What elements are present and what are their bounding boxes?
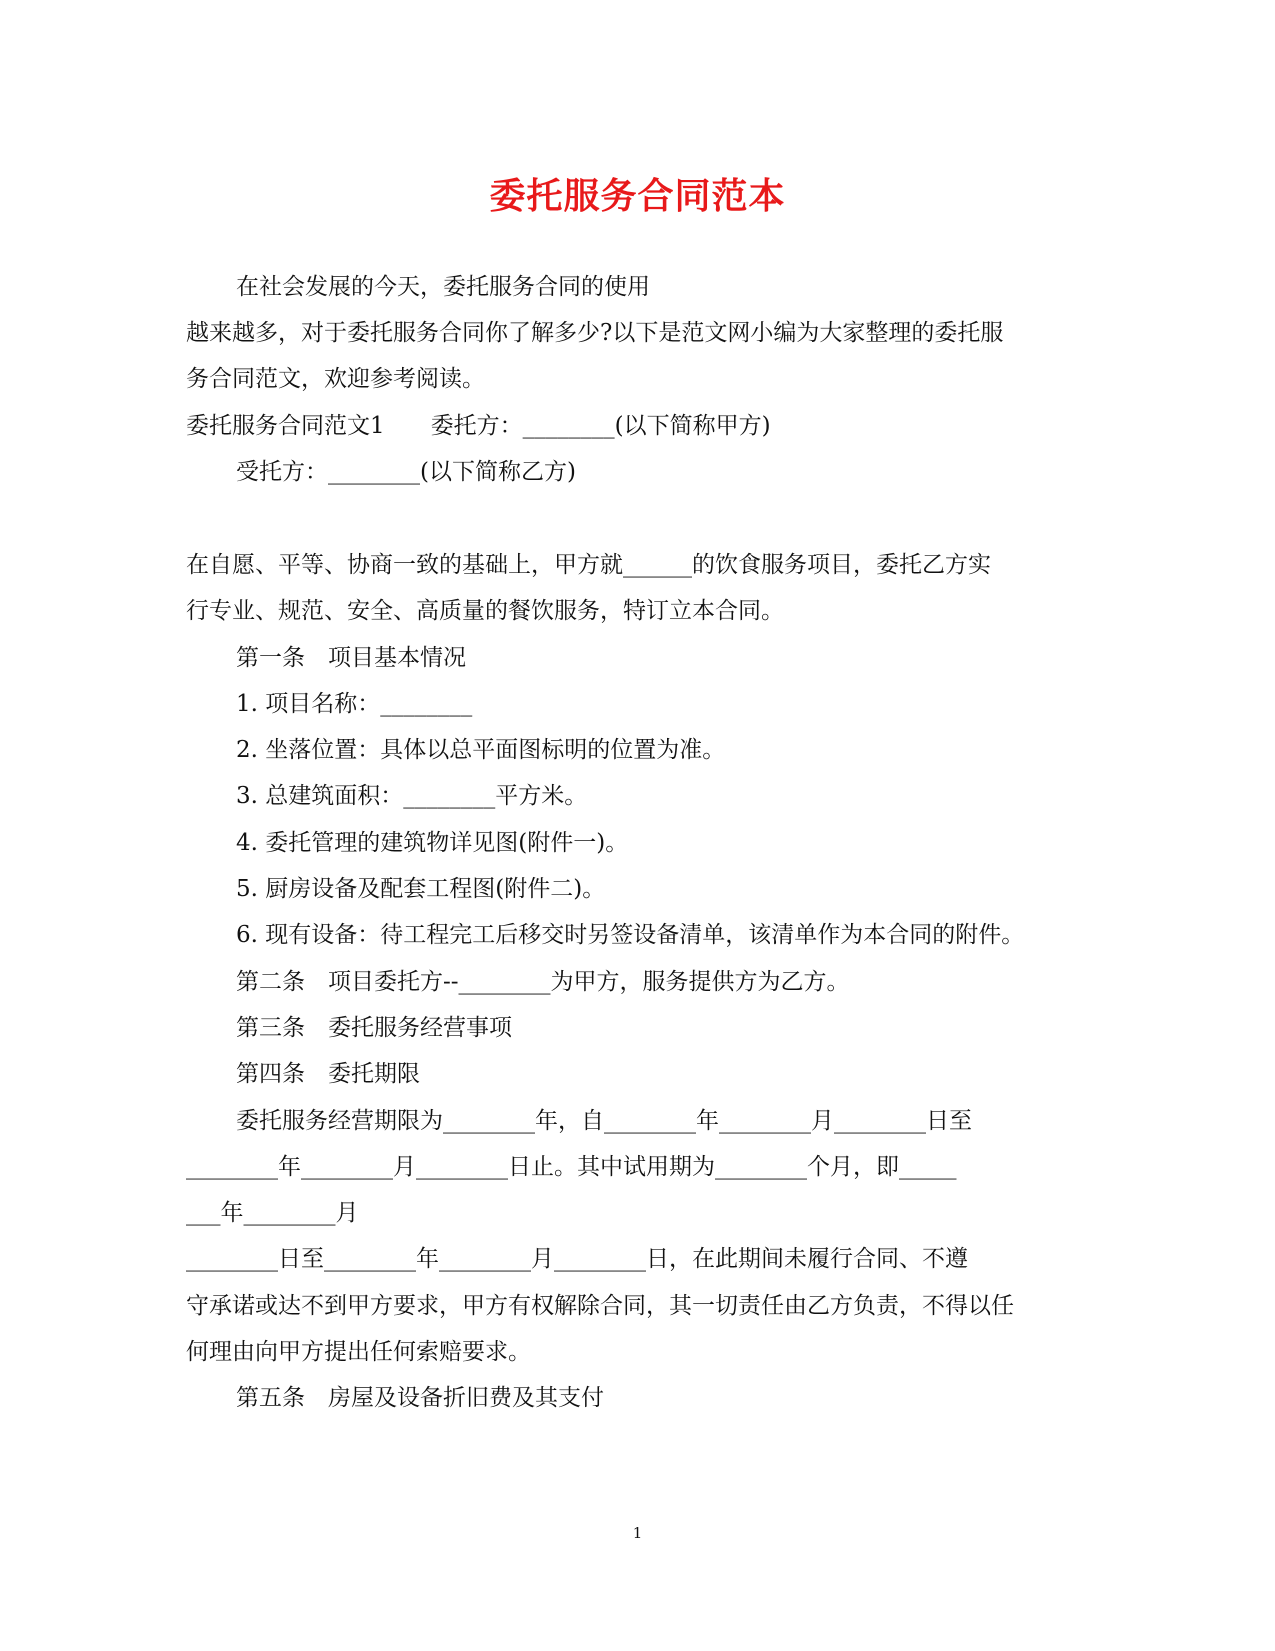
list-item: 2. 坐落位置：具体以总平面图标明的位置为准。 [236,737,726,763]
paragraph-line: ________年________月________日止。其中试用期为________个月，即_____ [186,1154,957,1180]
document-title: 委托服务合同范本 [489,175,786,217]
paragraph-line: 何理由向甲方提出任何索赔要求。 [186,1339,531,1365]
paragraph-line: ___年________月 [186,1200,359,1226]
paragraph-line: 务合同范文，欢迎参考阅读。 [186,366,485,392]
paragraph-line: 守承诺或达不到甲方要求，甲方有权解除合同，其一切责任由乙方负责，不得以任 [186,1293,1014,1319]
paragraph-line: 在自愿、平等、协商一致的基础上，甲方就______的饮食服务项目，委托乙方实 [186,552,991,578]
article-heading: 第三条 委托服务经营事项 [236,1015,512,1041]
paragraph-line: 越来越多，对于委托服务合同你了解多少?以下是范文网小编为大家整理的委托服 [186,320,1004,346]
article-heading: 第一条 项目基本情况 [236,645,466,671]
paragraph-line: 行专业、规范、安全、高质量的餐饮服务，特订立本合同。 [186,598,784,624]
paragraph-line: 受托方：________(以下简称乙方) [236,459,576,485]
list-item: 5. 厨房设备及配套工程图(附件二)。 [236,876,606,902]
paragraph-line: 委托服务合同范文1 委托方：________(以下简称甲方) [186,413,771,439]
list-item: 4. 委托管理的建筑物详见图(附件一)。 [236,830,629,856]
page-number: 1 [632,1524,643,1542]
paragraph-line: 在社会发展的今天，委托服务合同的使用 [236,274,650,300]
article-heading: 第五条 房屋及设备折旧费及其支付 [236,1385,604,1411]
article-heading: 第四条 委托期限 [236,1061,420,1087]
paragraph-line: ________日至________年________月________日，在此期间未履行合同、不遵 [186,1246,968,1272]
list-item: 3. 总建筑面积：________平方米。 [236,783,588,809]
paragraph-line: 委托服务经营期限为________年，自________年________月________日至 [236,1108,972,1134]
list-item: 1. 项目名称：________ [236,691,473,717]
list-item: 6. 现有设备：待工程完工后移交时另签设备清单，该清单作为本合同的附件。 [236,922,1025,948]
article-heading: 第二条 项目委托方--________为甲方，服务提供方为乙方。 [236,969,850,995]
